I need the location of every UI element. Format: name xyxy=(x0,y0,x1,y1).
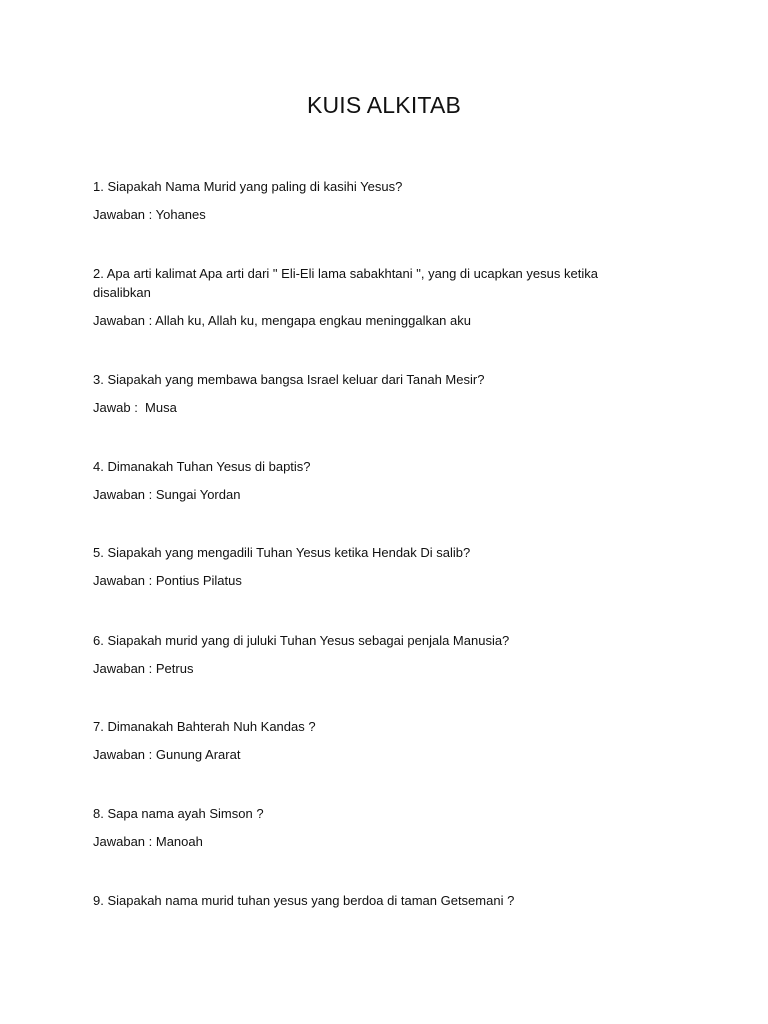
quiz-item-4 xyxy=(93,457,653,504)
question-text: 9. Siapakah nama murid tuhan yesus yang berdoa di taman Getsemani ? xyxy=(93,893,515,908)
quiz-item-3 xyxy=(93,370,653,417)
question-text: 4. Dimanakah Tuhan Yesus di baptis? xyxy=(93,459,311,474)
quiz-item-1 xyxy=(93,177,653,224)
question-text: 8. Sapa nama ayah Simson ? xyxy=(93,806,264,821)
question-text: 7. Dimanakah Bahterah Nuh Kandas ? xyxy=(93,719,316,734)
answer-text: Jawaban : Sungai Yordan xyxy=(93,487,241,502)
answer-text: Jawaban : Pontius Pilatus xyxy=(93,573,242,588)
question-text: 6. Siapakah murid yang di juluki Tuhan Yesus sebagai penjala Manusia? xyxy=(93,633,510,648)
answer-text: Jawaban : Yohanes xyxy=(93,207,206,222)
answer-text: Jawaban : Gunung Ararat xyxy=(93,747,241,762)
question-text: 1. Siapakah Nama Murid yang paling di kasihi Yesus? xyxy=(93,179,403,194)
quiz-item-2 xyxy=(93,264,653,330)
quiz-item-5 xyxy=(93,543,653,590)
answer-text: Jawab : Musa xyxy=(93,400,177,415)
question-text: 2. Apa arti kalimat Apa arti dari " Eli-Eli lama sabakhtani ", yang di ucapkan yesus ketika disalibkan xyxy=(93,266,602,300)
quiz-item-7 xyxy=(93,717,653,764)
quiz-item-9 xyxy=(93,891,653,910)
quiz-item-6 xyxy=(93,631,653,678)
question-text: 3. Siapakah yang membawa bangsa Israel keluar dari Tanah Mesir? xyxy=(93,372,485,387)
answer-text: Jawaban : Manoah xyxy=(93,834,203,849)
page-title: KUIS ALKITAB xyxy=(306,92,462,118)
question-text: 5. Siapakah yang mengadili Tuhan Yesus ketika Hendak Di salib? xyxy=(93,545,471,560)
quiz-item-8 xyxy=(93,804,653,851)
answer-text: Jawaban : Petrus xyxy=(93,661,194,676)
answer-text: Jawaban : Allah ku, Allah ku, mengapa engkau meninggalkan aku xyxy=(93,313,471,328)
